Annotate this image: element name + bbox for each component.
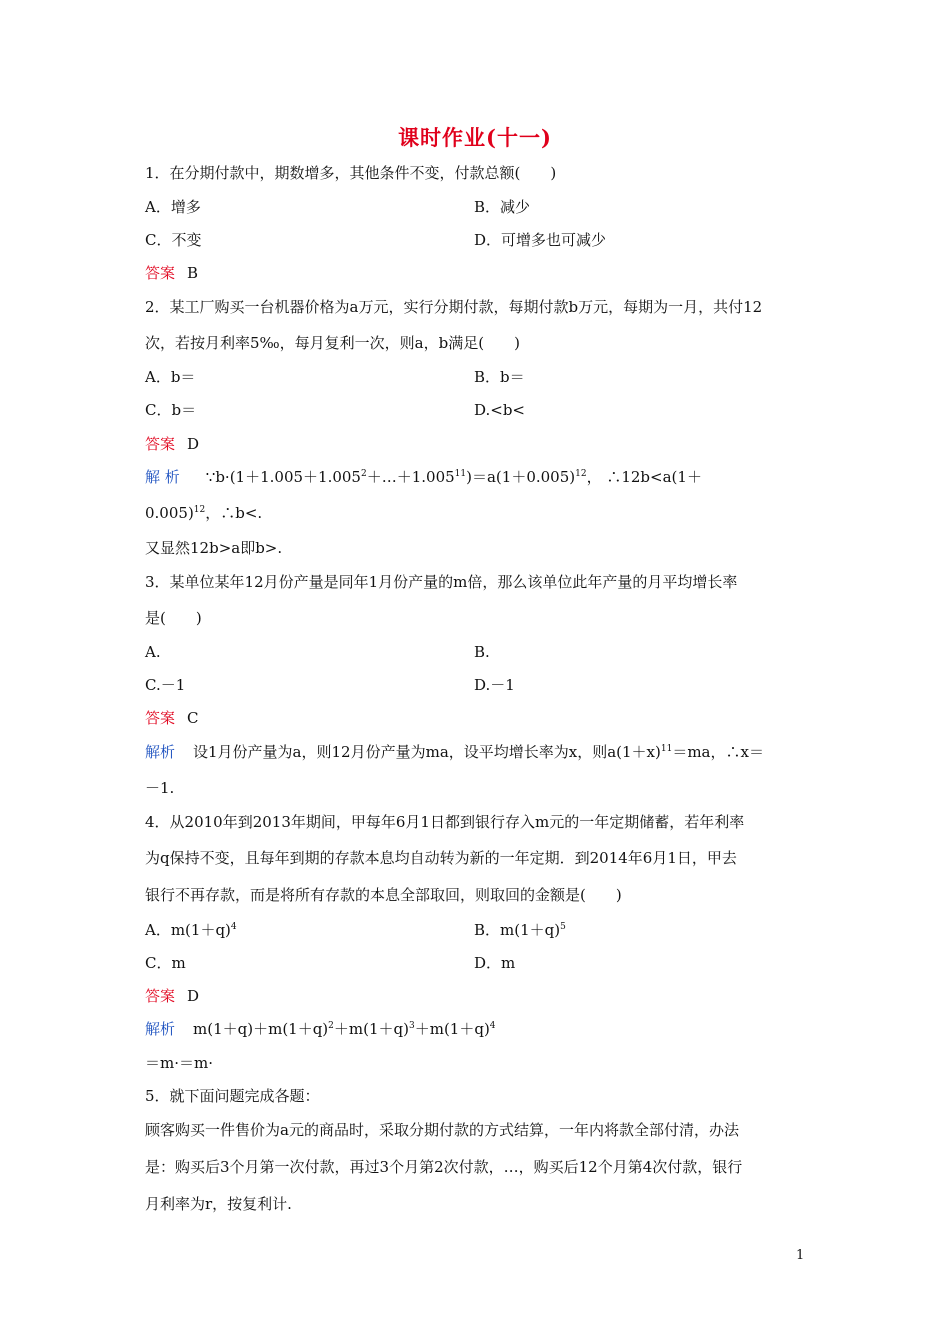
solution-label: 解析 [145, 743, 176, 761]
q2-answer [145, 434, 810, 454]
q2-solution-line2: 0.005)$^{12}$，∴b<. [145, 504, 263, 522]
q1-stem: 1．在分期付款中，期数增多，其他条件不变，付款总额( ) [145, 164, 557, 182]
q4-answer [145, 986, 810, 1006]
q5-stem-line2: 顾客购买一件售价为a元的商品时，采取分期付款的方式结算，一年内将款全部付清，办法 [145, 1121, 739, 1139]
q4-option-d: D．m [474, 954, 516, 972]
q4-option-a: A．$m(1+q)^4$ [145, 921, 237, 939]
q3-option-d: D.－1 [474, 676, 515, 694]
answer-label: 答案 [145, 987, 176, 1005]
q4-stem-line2: 为q保持不变，且每年到期的存款本息均自动转为新的一年定期．到2014年6月1日，甲去 [145, 849, 737, 867]
q1-option-b: B．减少 [474, 198, 531, 216]
q2-solution-line3: 又显然12b>a即b>. [145, 539, 283, 557]
solution-label: 解 析 [145, 468, 180, 486]
q4-solution-line1: 解析 $m(1+q)+m(1+q)^2+m(1+q)^3+m(1+q)^4$ [145, 1020, 496, 1038]
answer-label: 答案 [145, 435, 176, 453]
q4-option-c: C．m [145, 954, 186, 972]
answer-value: B [187, 264, 199, 282]
q4-stem-line3: 银行不再存款，而是将所有存款的本息全部取回，则取回的金额是( ) [145, 886, 622, 904]
q1-option-c: C．不变 [145, 231, 202, 249]
q2-option-c: C．b＝ [145, 401, 197, 419]
q2-stem-line1: 2．某工厂购买一台机器价格为a万元，实行分期付款，每期付款b万元，每期为一月，共付12 [145, 298, 763, 316]
answer-label: 答案 [145, 264, 176, 282]
page-number: 1 [796, 1248, 805, 1263]
q4-option-b: B．$m(1+q)^5$ [474, 921, 566, 939]
q1-option-a: A．增多 [145, 198, 201, 216]
q3-stem-line2: 是( ) [145, 609, 202, 627]
q1-answer [145, 263, 810, 283]
solution-label: 解析 [145, 1020, 176, 1038]
q3-solution-line1: 解析 设1月份产量为a，则12月份产量为ma，设平均增长率为x，则$a(1+x)^{11}=ma$，∴x＝ [145, 743, 764, 761]
q2-option-d: D.<b< [474, 401, 525, 419]
q5-stem-line3: 是：购买后3个月第一次付款，再过3个月第2次付款，…，购买后12个月第4次付款，银行 [145, 1158, 743, 1176]
q3-answer [145, 708, 810, 728]
answer-value: D [187, 987, 200, 1005]
q1-option-d: D．可增多也可减少 [474, 231, 607, 249]
q5-stem-line1: 5．就下面问题完成各题： [145, 1087, 320, 1105]
page-title: 课时作业(十一) [398, 125, 552, 150]
q4-stem-line1: 4．从2010年到2013年期间，甲每年6月1日都到银行存入m元的一年定期储蓄，若年利率 [145, 813, 745, 831]
answer-value: D [187, 435, 200, 453]
q3-solution-line2: －1. [145, 779, 175, 797]
q3-option-c: C.－1 [145, 676, 186, 694]
q2-stem-line2: 次，若按月利率5‰，每月复利一次，则a，b满足( ) [145, 334, 520, 352]
q4-solution-line2: ＝m·＝m· [145, 1054, 213, 1072]
q2-option-b: B．b＝ [474, 368, 525, 386]
q3-stem-line1: 3．某单位某年12月份产量是同年1月份产量的m倍，那么该单位此年产量的月平均增长率 [145, 573, 738, 591]
q5-stem-line4: 月利率为r，按复利计. [145, 1195, 292, 1213]
q3-option-b: B. [474, 643, 490, 661]
answer-label: 答案 [145, 709, 176, 727]
q2-solution-line1: 解 析 $\because b\cdot(1+1.005+1.005^2+\dots+1.005^{11})=a(1+0.005)^{12}$， ∴12b<a(1＋ [145, 468, 702, 486]
q3-option-a: A. [145, 643, 161, 661]
q2-option-a: A．b＝ [145, 368, 196, 386]
answer-value: C [187, 709, 199, 727]
